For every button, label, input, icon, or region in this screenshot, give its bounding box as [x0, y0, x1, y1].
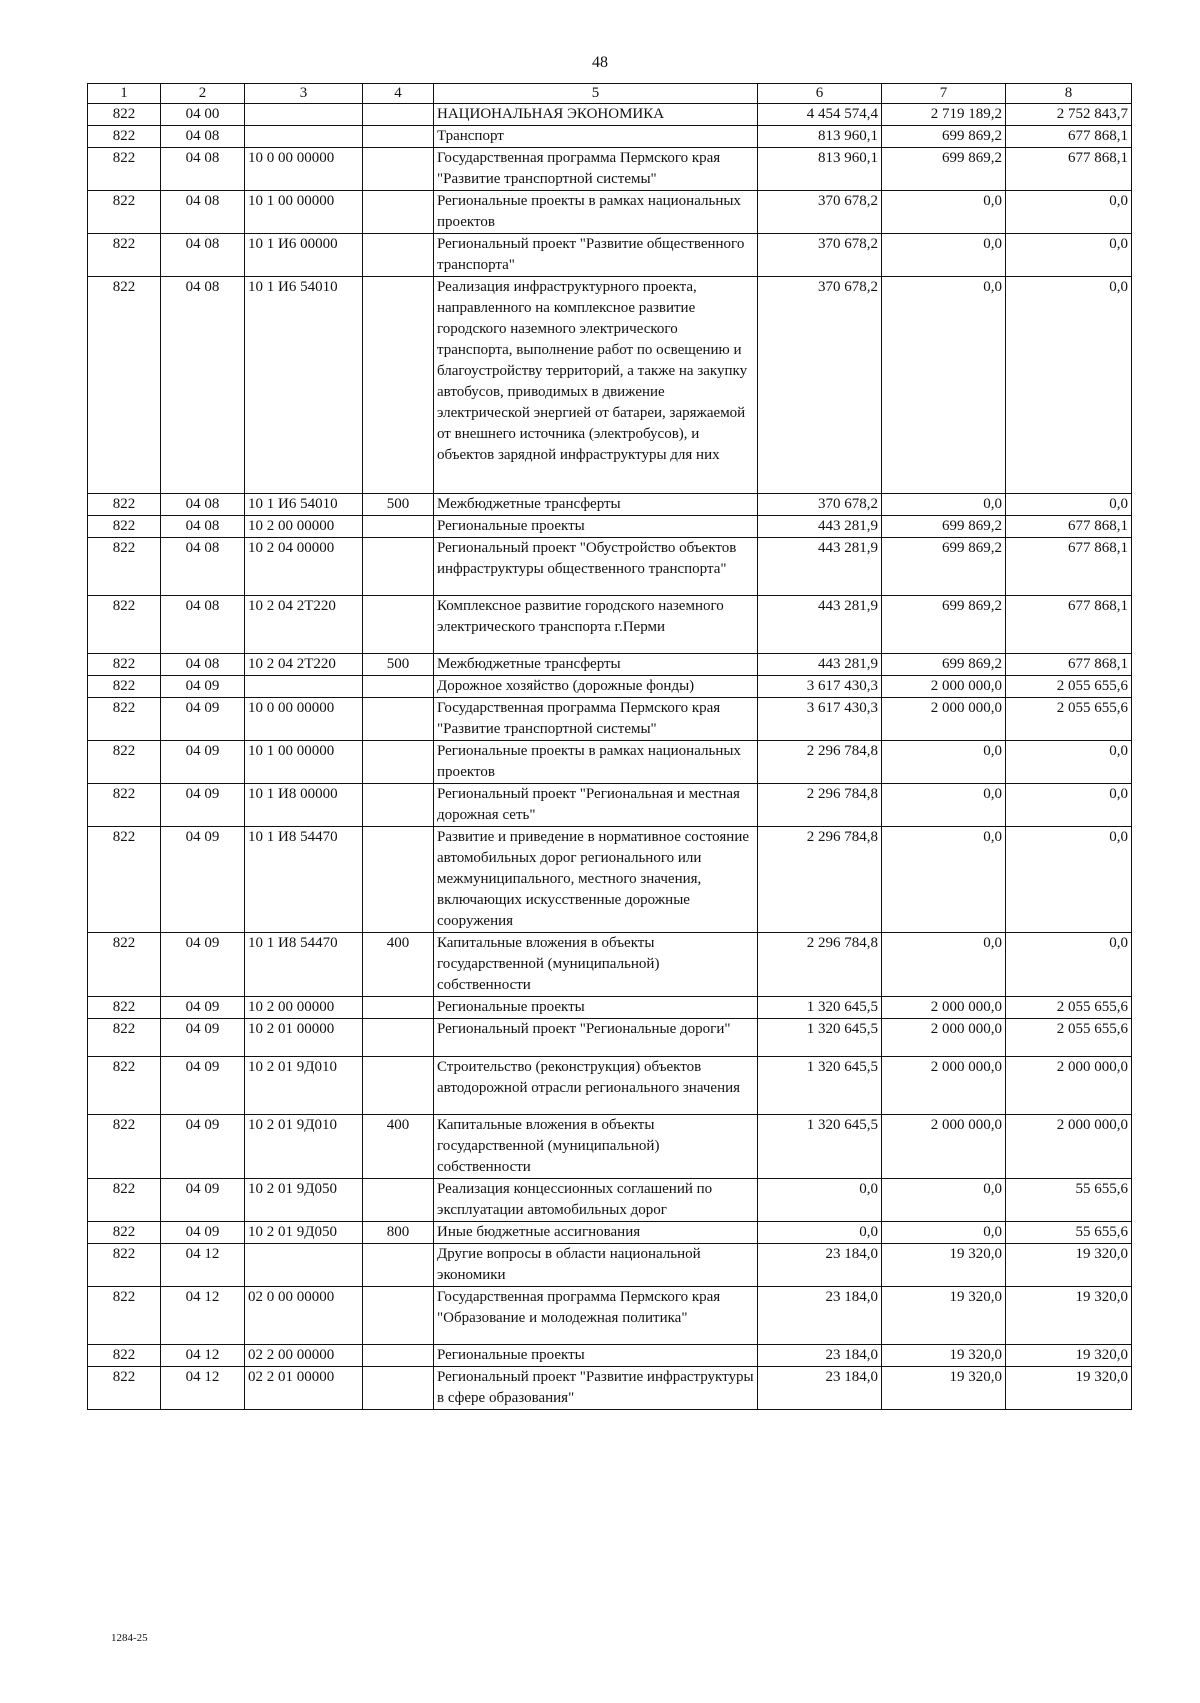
table-row: [88, 784, 1132, 827]
name-cell: Капитальные вложения в объекты государственной (муниципальной) собственности: [434, 933, 758, 997]
target-article-cell: 10 1 00 00000: [245, 191, 363, 234]
amount-2027-cell: 55 655,6: [1006, 1222, 1132, 1244]
amount-2025-cell: 2 296 784,8: [758, 741, 882, 784]
target-article-cell: 10 2 04 2Т220: [245, 654, 363, 676]
section-cell: 04 09: [161, 1115, 245, 1179]
name-cell: Реализация концессионных соглашений по эксплуатации автомобильных дорог: [434, 1179, 758, 1222]
section-cell: 04 08: [161, 654, 245, 676]
amount-2025-cell: 1 320 645,5: [758, 997, 882, 1019]
kvsr-cell: 822: [88, 1367, 161, 1410]
kvsr-cell: 822: [88, 698, 161, 741]
amount-2025-cell: 370 678,2: [758, 277, 882, 494]
name-cell: Комплексное развитие городского наземного электрического транспорта г.Перми: [434, 596, 758, 654]
amount-2025-cell: 23 184,0: [758, 1345, 882, 1367]
section-cell: 04 12: [161, 1287, 245, 1345]
section-cell: 04 09: [161, 698, 245, 741]
document-code: 1284-25: [111, 1632, 148, 1644]
name-cell: Региональный проект "Региональная и местная дорожная сеть": [434, 784, 758, 827]
table-row: [88, 126, 1132, 148]
amount-2025-cell: 0,0: [758, 1179, 882, 1222]
table-row: [88, 538, 1132, 596]
table-row: [88, 741, 1132, 784]
amount-2025-cell: 23 184,0: [758, 1244, 882, 1287]
amount-2027-cell: 2 055 655,6: [1006, 997, 1132, 1019]
name-cell: Транспорт: [434, 126, 758, 148]
amount-2026-cell: 2 000 000,0: [882, 1019, 1006, 1057]
table-row: [88, 516, 1132, 538]
col-header-1: 1: [88, 84, 161, 104]
section-cell: 04 12: [161, 1244, 245, 1287]
section-cell: 04 09: [161, 1222, 245, 1244]
amount-2026-cell: 19 320,0: [882, 1244, 1006, 1287]
section-cell: 04 12: [161, 1367, 245, 1410]
expense-type-cell: [363, 676, 434, 698]
amount-2027-cell: 2 055 655,6: [1006, 676, 1132, 698]
section-cell: 04 08: [161, 234, 245, 277]
amount-2027-cell: 2 000 000,0: [1006, 1057, 1132, 1115]
table-row: [88, 277, 1132, 494]
amount-2026-cell: 2 000 000,0: [882, 1057, 1006, 1115]
table-row: [88, 827, 1132, 933]
table-row: [88, 494, 1132, 516]
target-article-cell: 10 2 01 9Д050: [245, 1222, 363, 1244]
amount-2025-cell: 370 678,2: [758, 234, 882, 277]
amount-2026-cell: 2 000 000,0: [882, 1115, 1006, 1179]
kvsr-cell: 822: [88, 538, 161, 596]
kvsr-cell: 822: [88, 654, 161, 676]
amount-2027-cell: 0,0: [1006, 827, 1132, 933]
kvsr-cell: 822: [88, 104, 161, 126]
section-cell: 04 00: [161, 104, 245, 126]
target-article-cell: 10 1 И6 54010: [245, 494, 363, 516]
name-cell: Региональный проект "Развитие общественного транспорта": [434, 234, 758, 277]
name-cell: Иные бюджетные ассигнования: [434, 1222, 758, 1244]
name-cell: Дорожное хозяйство (дорожные фонды): [434, 676, 758, 698]
amount-2027-cell: 0,0: [1006, 277, 1132, 494]
expense-type-cell: [363, 1367, 434, 1410]
amount-2026-cell: 699 869,2: [882, 126, 1006, 148]
amount-2027-cell: 19 320,0: [1006, 1244, 1132, 1287]
kvsr-cell: 822: [88, 827, 161, 933]
amount-2026-cell: 2 000 000,0: [882, 698, 1006, 741]
amount-2026-cell: 19 320,0: [882, 1367, 1006, 1410]
section-cell: 04 09: [161, 784, 245, 827]
amount-2026-cell: 699 869,2: [882, 596, 1006, 654]
expense-type-cell: [363, 1244, 434, 1287]
amount-2027-cell: 677 868,1: [1006, 148, 1132, 191]
kvsr-cell: 822: [88, 234, 161, 277]
section-cell: 04 08: [161, 191, 245, 234]
section-cell: 04 08: [161, 596, 245, 654]
amount-2025-cell: 23 184,0: [758, 1367, 882, 1410]
col-header-5: 5: [434, 84, 758, 104]
amount-2026-cell: 699 869,2: [882, 516, 1006, 538]
table-row: [88, 997, 1132, 1019]
expense-type-cell: [363, 596, 434, 654]
table-row: [88, 1057, 1132, 1115]
section-cell: 04 09: [161, 676, 245, 698]
amount-2026-cell: 0,0: [882, 191, 1006, 234]
amount-2025-cell: 1 320 645,5: [758, 1115, 882, 1179]
amount-2026-cell: 0,0: [882, 1179, 1006, 1222]
kvsr-cell: 822: [88, 1019, 161, 1057]
target-article-cell: 10 1 И8 00000: [245, 784, 363, 827]
target-article-cell: 02 2 00 00000: [245, 1345, 363, 1367]
table-row: [88, 1345, 1132, 1367]
amount-2026-cell: 699 869,2: [882, 654, 1006, 676]
expense-type-cell: [363, 741, 434, 784]
expense-type-cell: [363, 1179, 434, 1222]
amount-2026-cell: 0,0: [882, 494, 1006, 516]
amount-2026-cell: 699 869,2: [882, 538, 1006, 596]
section-cell: 04 12: [161, 1345, 245, 1367]
section-cell: 04 09: [161, 997, 245, 1019]
amount-2027-cell: 677 868,1: [1006, 538, 1132, 596]
table-row: [88, 104, 1132, 126]
amount-2025-cell: 370 678,2: [758, 494, 882, 516]
amount-2026-cell: 699 869,2: [882, 148, 1006, 191]
kvsr-cell: 822: [88, 1057, 161, 1115]
amount-2027-cell: 2 752 843,7: [1006, 104, 1132, 126]
amount-2026-cell: 0,0: [882, 784, 1006, 827]
kvsr-cell: 822: [88, 784, 161, 827]
table-row: [88, 1115, 1132, 1179]
amount-2026-cell: 0,0: [882, 1222, 1006, 1244]
table-row: [88, 148, 1132, 191]
table-row: [88, 1179, 1132, 1222]
table-row: [88, 676, 1132, 698]
table-row: [88, 1019, 1132, 1057]
amount-2026-cell: 0,0: [882, 827, 1006, 933]
table-row: [88, 1367, 1132, 1410]
name-cell: Региональные проекты в рамках национальных проектов: [434, 741, 758, 784]
amount-2026-cell: 2 000 000,0: [882, 676, 1006, 698]
amount-2026-cell: 2 000 000,0: [882, 997, 1006, 1019]
amount-2027-cell: 0,0: [1006, 494, 1132, 516]
kvsr-cell: 822: [88, 741, 161, 784]
amount-2027-cell: 2 000 000,0: [1006, 1115, 1132, 1179]
target-article-cell: 10 2 00 00000: [245, 516, 363, 538]
target-article-cell: 10 1 00 00000: [245, 741, 363, 784]
kvsr-cell: 822: [88, 676, 161, 698]
amount-2025-cell: 1 320 645,5: [758, 1019, 882, 1057]
section-cell: 04 08: [161, 126, 245, 148]
target-article-cell: 10 2 01 9Д010: [245, 1057, 363, 1115]
name-cell: Межбюджетные трансферты: [434, 494, 758, 516]
name-cell: Региональные проекты в рамках национальных проектов: [434, 191, 758, 234]
target-article-cell: 10 2 04 00000: [245, 538, 363, 596]
name-cell: Развитие и приведение в нормативное состояние автомобильных дорог регионального или межмуниципального, местного значения, включающих искусственные дорожные сооружения: [434, 827, 758, 933]
table-row: [88, 191, 1132, 234]
expense-type-cell: [363, 1057, 434, 1115]
table-row: [88, 1222, 1132, 1244]
kvsr-cell: 822: [88, 1345, 161, 1367]
target-article-cell: 10 0 00 00000: [245, 698, 363, 741]
amount-2027-cell: 2 055 655,6: [1006, 698, 1132, 741]
amount-2027-cell: 677 868,1: [1006, 516, 1132, 538]
name-cell: Межбюджетные трансферты: [434, 654, 758, 676]
table-row: [88, 654, 1132, 676]
target-article-cell: 10 2 01 9Д050: [245, 1179, 363, 1222]
amount-2025-cell: 443 281,9: [758, 654, 882, 676]
amount-2027-cell: 0,0: [1006, 234, 1132, 277]
target-article-cell: 10 2 01 9Д010: [245, 1115, 363, 1179]
amount-2027-cell: 677 868,1: [1006, 596, 1132, 654]
target-article-cell: [245, 1244, 363, 1287]
target-article-cell: [245, 676, 363, 698]
kvsr-cell: 822: [88, 1179, 161, 1222]
col-header-6: 6: [758, 84, 882, 104]
col-header-7: 7: [882, 84, 1006, 104]
expense-type-cell: [363, 1019, 434, 1057]
amount-2025-cell: 2 296 784,8: [758, 933, 882, 997]
header-row: [88, 84, 1132, 104]
name-cell: Региональные проекты: [434, 1345, 758, 1367]
expense-type-cell: [363, 698, 434, 741]
amount-2027-cell: 677 868,1: [1006, 654, 1132, 676]
section-cell: 04 09: [161, 1019, 245, 1057]
amount-2025-cell: 813 960,1: [758, 148, 882, 191]
target-article-cell: [245, 126, 363, 148]
kvsr-cell: 822: [88, 277, 161, 494]
name-cell: Государственная программа Пермского края "Развитие транспортной системы": [434, 698, 758, 741]
expense-type-cell: [363, 997, 434, 1019]
expense-type-cell: [363, 277, 434, 494]
expense-type-cell: 800: [363, 1222, 434, 1244]
kvsr-cell: 822: [88, 1287, 161, 1345]
name-cell: Региональные проекты: [434, 997, 758, 1019]
section-cell: 04 08: [161, 516, 245, 538]
amount-2026-cell: 19 320,0: [882, 1287, 1006, 1345]
amount-2026-cell: 0,0: [882, 933, 1006, 997]
amount-2025-cell: 0,0: [758, 1222, 882, 1244]
kvsr-cell: 822: [88, 1244, 161, 1287]
amount-2027-cell: 0,0: [1006, 784, 1132, 827]
target-article-cell: 10 1 И8 54470: [245, 933, 363, 997]
amount-2027-cell: 55 655,6: [1006, 1179, 1132, 1222]
kvsr-cell: 822: [88, 126, 161, 148]
amount-2025-cell: 2 296 784,8: [758, 784, 882, 827]
amount-2026-cell: 0,0: [882, 741, 1006, 784]
col-header-2: 2: [161, 84, 245, 104]
expense-type-cell: 400: [363, 1115, 434, 1179]
table-row: [88, 933, 1132, 997]
kvsr-cell: 822: [88, 494, 161, 516]
col-header-8: 8: [1006, 84, 1132, 104]
amount-2025-cell: 23 184,0: [758, 1287, 882, 1345]
amount-2025-cell: 3 617 430,3: [758, 676, 882, 698]
expense-type-cell: [363, 1287, 434, 1345]
target-article-cell: 10 2 01 00000: [245, 1019, 363, 1057]
name-cell: НАЦИОНАЛЬНАЯ ЭКОНОМИКА: [434, 104, 758, 126]
col-header-4: 4: [363, 84, 434, 104]
amount-2027-cell: 19 320,0: [1006, 1287, 1132, 1345]
expense-type-cell: [363, 191, 434, 234]
table-row: [88, 1287, 1132, 1345]
expense-type-cell: [363, 148, 434, 191]
target-article-cell: 10 1 И8 54470: [245, 827, 363, 933]
expense-type-cell: [363, 827, 434, 933]
name-cell: Региональный проект "Развитие инфраструктуры в сфере образования": [434, 1367, 758, 1410]
table-row: [88, 698, 1132, 741]
section-cell: 04 09: [161, 933, 245, 997]
section-cell: 04 08: [161, 538, 245, 596]
name-cell: Реализация инфраструктурного проекта, направленного на комплексное развитие городского наземного электрического транспорта, выполнение работ по освещению и благоустройству территорий, а также на закупку автобусов, приводимых в движение электрической энергией от батареи, заряжаемой от внешнего источника (электробусов), и объектов зарядной инфраструктуры для них: [434, 277, 758, 494]
amount-2027-cell: 0,0: [1006, 741, 1132, 784]
kvsr-cell: 822: [88, 148, 161, 191]
kvsr-cell: 822: [88, 933, 161, 997]
expense-type-cell: [363, 234, 434, 277]
amount-2026-cell: 0,0: [882, 234, 1006, 277]
amount-2025-cell: 3 617 430,3: [758, 698, 882, 741]
table-row: [88, 596, 1132, 654]
section-cell: 04 09: [161, 741, 245, 784]
expense-type-cell: [363, 1345, 434, 1367]
name-cell: Региональные проекты: [434, 516, 758, 538]
section-cell: 04 08: [161, 494, 245, 516]
target-article-cell: 10 2 00 00000: [245, 997, 363, 1019]
amount-2027-cell: 2 055 655,6: [1006, 1019, 1132, 1057]
expense-type-cell: [363, 538, 434, 596]
amount-2026-cell: 2 719 189,2: [882, 104, 1006, 126]
section-cell: 04 08: [161, 277, 245, 494]
amount-2027-cell: 0,0: [1006, 933, 1132, 997]
expense-type-cell: [363, 104, 434, 126]
name-cell: Государственная программа Пермского края "Образование и молодежная политика": [434, 1287, 758, 1345]
expense-type-cell: 400: [363, 933, 434, 997]
amount-2026-cell: 19 320,0: [882, 1345, 1006, 1367]
amount-2025-cell: 4 454 574,4: [758, 104, 882, 126]
table-row: [88, 1244, 1132, 1287]
amount-2025-cell: 443 281,9: [758, 538, 882, 596]
amount-2026-cell: 0,0: [882, 277, 1006, 494]
table-body: [88, 104, 1132, 1410]
target-article-cell: 10 1 И6 00000: [245, 234, 363, 277]
page-number: 48: [592, 54, 608, 71]
name-cell: Другие вопросы в области национальной экономики: [434, 1244, 758, 1287]
amount-2025-cell: 1 320 645,5: [758, 1057, 882, 1115]
target-article-cell: 10 0 00 00000: [245, 148, 363, 191]
budget-table: [87, 83, 1132, 1410]
section-cell: 04 09: [161, 1179, 245, 1222]
expense-type-cell: [363, 516, 434, 538]
section-cell: 04 09: [161, 827, 245, 933]
table-row: [88, 234, 1132, 277]
name-cell: Региональный проект "Региональные дороги": [434, 1019, 758, 1057]
kvsr-cell: 822: [88, 1115, 161, 1179]
name-cell: Государственная программа Пермского края "Развитие транспортной системы": [434, 148, 758, 191]
expense-type-cell: 500: [363, 494, 434, 516]
kvsr-cell: 822: [88, 596, 161, 654]
target-article-cell: 02 0 00 00000: [245, 1287, 363, 1345]
name-cell: Капитальные вложения в объекты государственной (муниципальной) собственности: [434, 1115, 758, 1179]
amount-2027-cell: 0,0: [1006, 191, 1132, 234]
amount-2025-cell: 370 678,2: [758, 191, 882, 234]
kvsr-cell: 822: [88, 1222, 161, 1244]
amount-2027-cell: 19 320,0: [1006, 1367, 1132, 1410]
expense-type-cell: [363, 784, 434, 827]
section-cell: 04 08: [161, 148, 245, 191]
target-article-cell: 10 2 04 2Т220: [245, 596, 363, 654]
expense-type-cell: [363, 126, 434, 148]
amount-2027-cell: 677 868,1: [1006, 126, 1132, 148]
target-article-cell: 10 1 И6 54010: [245, 277, 363, 494]
name-cell: Региональный проект "Обустройство объектов инфраструктуры общественного транспорта": [434, 538, 758, 596]
amount-2025-cell: 813 960,1: [758, 126, 882, 148]
amount-2025-cell: 2 296 784,8: [758, 827, 882, 933]
amount-2025-cell: 443 281,9: [758, 596, 882, 654]
kvsr-cell: 822: [88, 997, 161, 1019]
target-article-cell: [245, 104, 363, 126]
col-header-3: 3: [245, 84, 363, 104]
target-article-cell: 02 2 01 00000: [245, 1367, 363, 1410]
amount-2025-cell: 443 281,9: [758, 516, 882, 538]
name-cell: Строительство (реконструкция) объектов автодорожной отрасли регионального значения: [434, 1057, 758, 1115]
section-cell: 04 09: [161, 1057, 245, 1115]
kvsr-cell: 822: [88, 516, 161, 538]
expense-type-cell: 500: [363, 654, 434, 676]
kvsr-cell: 822: [88, 191, 161, 234]
amount-2027-cell: 19 320,0: [1006, 1345, 1132, 1367]
